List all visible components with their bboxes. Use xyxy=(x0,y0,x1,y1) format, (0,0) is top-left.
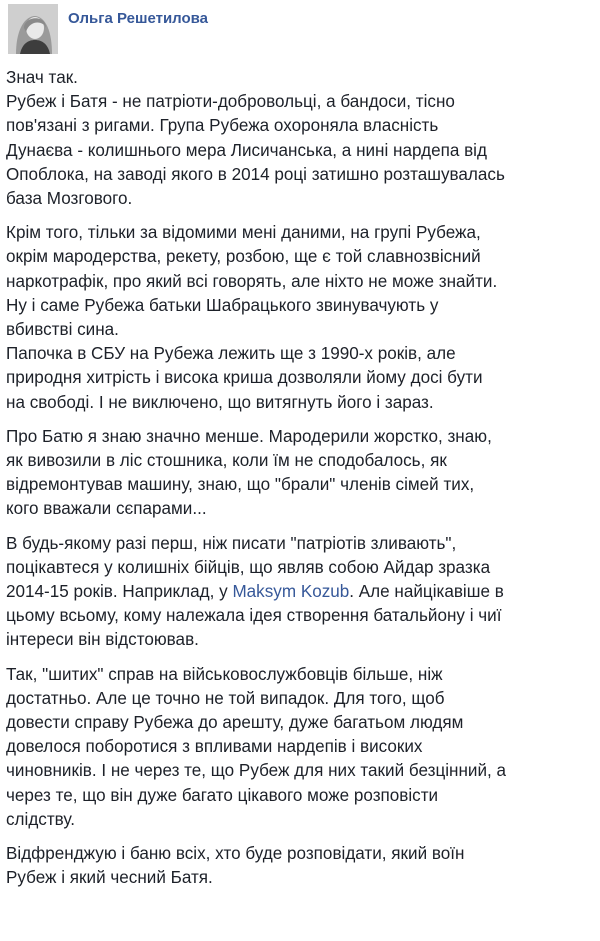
text-line: Рубеж і який чесний Батя. xyxy=(6,868,213,888)
text-line: Про Батю я знаю значно менше. Мародерили жорстко, знаю, xyxy=(6,426,492,446)
text-line: В будь-якому разі перш, ніж писати "патріотів зливають", xyxy=(6,533,457,553)
text-line: Так, "шитих" справ на військовослужбовців більше, ніж xyxy=(6,664,443,684)
paragraph-6 xyxy=(6,842,596,890)
text-line: цьому всьому, кому належала ідея створення батальйону і чиї xyxy=(6,606,502,626)
text-line: Крім того, тільки за відомими мені даними, на групі Рубежа, xyxy=(6,223,481,243)
paragraph-4 xyxy=(6,532,596,653)
paragraph-5 xyxy=(6,663,596,832)
text-fragment: . Але найцікавіше в xyxy=(349,582,504,602)
text-line: пов'язані з ригами. Група Рубежа охороняла власність xyxy=(6,116,439,136)
text-line: Папочка в СБУ на Рубежа лежить ще з 1990-х років, але xyxy=(6,344,456,364)
text-line: вбивстві сина. xyxy=(6,320,119,340)
text-line: довести справу Рубежа до арешту, дуже багатьом людям xyxy=(6,713,464,733)
text-line: природня хитрість і висока криша дозволяли йому досі бути xyxy=(6,368,483,388)
text-line: окрім мародерства, рекету, розбою, ще є той славнозвісний xyxy=(6,247,481,267)
paragraph-2 xyxy=(6,221,596,415)
text-line: наркотрафік, про який всі говорять, але ніхто не може знайти. xyxy=(6,271,498,291)
text-line: достатньо. Але це точно не той випадок. Для того, щоб xyxy=(6,688,445,708)
text-line: інтереси він відстоював. xyxy=(6,630,199,650)
text-line: кого вважали сєпарами... xyxy=(6,499,207,519)
text-line: Дунаєва - колишнього мера Лисичанська, а нині нардепа від xyxy=(6,140,487,160)
post-header xyxy=(0,0,600,68)
text-line: слідству. xyxy=(6,809,75,829)
mention-link[interactable]: Maksym Kozub xyxy=(232,582,350,602)
text-line: довелося поборотися з впливами нардепів і високих xyxy=(6,737,423,757)
text-line: відремонтував машину, знаю, що "брали" членів сімей тих, xyxy=(6,475,475,495)
text-line: поцікавтеся у колишніх бійців, що являв собою Айдар зразка xyxy=(6,557,491,577)
text-line: на свободі. І не виключено, що витягнуть його і зараз. xyxy=(6,392,434,412)
text-line: база Мозгового. xyxy=(6,189,133,209)
text-line: Опоблока, на заводі якого в 2014 році затишно розташувалась xyxy=(6,164,505,184)
avatar-photo xyxy=(8,4,58,54)
text-line: Відфренджую і баню всіх, хто буде розповідати, який воїн xyxy=(6,844,465,864)
text-line: через те, що він дуже багато цікавого може розповісти xyxy=(6,785,439,805)
paragraph-3 xyxy=(6,425,596,522)
text-line: Ну і саме Рубежа батьки Шабрацького звинувачують у xyxy=(6,295,439,315)
text-fragment: 2014-15 років. Наприклад, у xyxy=(6,582,233,602)
text-line: як вивозили в ліс стошника, коли їм не сподобалось, як xyxy=(6,451,447,471)
text-line: Рубеж і Батя - не патріоти-добровольці, а бандоси, тісно xyxy=(6,92,455,112)
post-text xyxy=(6,66,596,901)
author-name[interactable]: Ольга Решетилова xyxy=(68,10,209,27)
author-avatar[interactable] xyxy=(8,4,58,54)
text-line-with-mention xyxy=(6,580,596,604)
text-line: Знач так. xyxy=(6,68,78,87)
paragraph-1 xyxy=(6,66,596,211)
text-line: чиновників. І не через те, що Рубеж для них такий безцінний, а xyxy=(6,761,507,781)
